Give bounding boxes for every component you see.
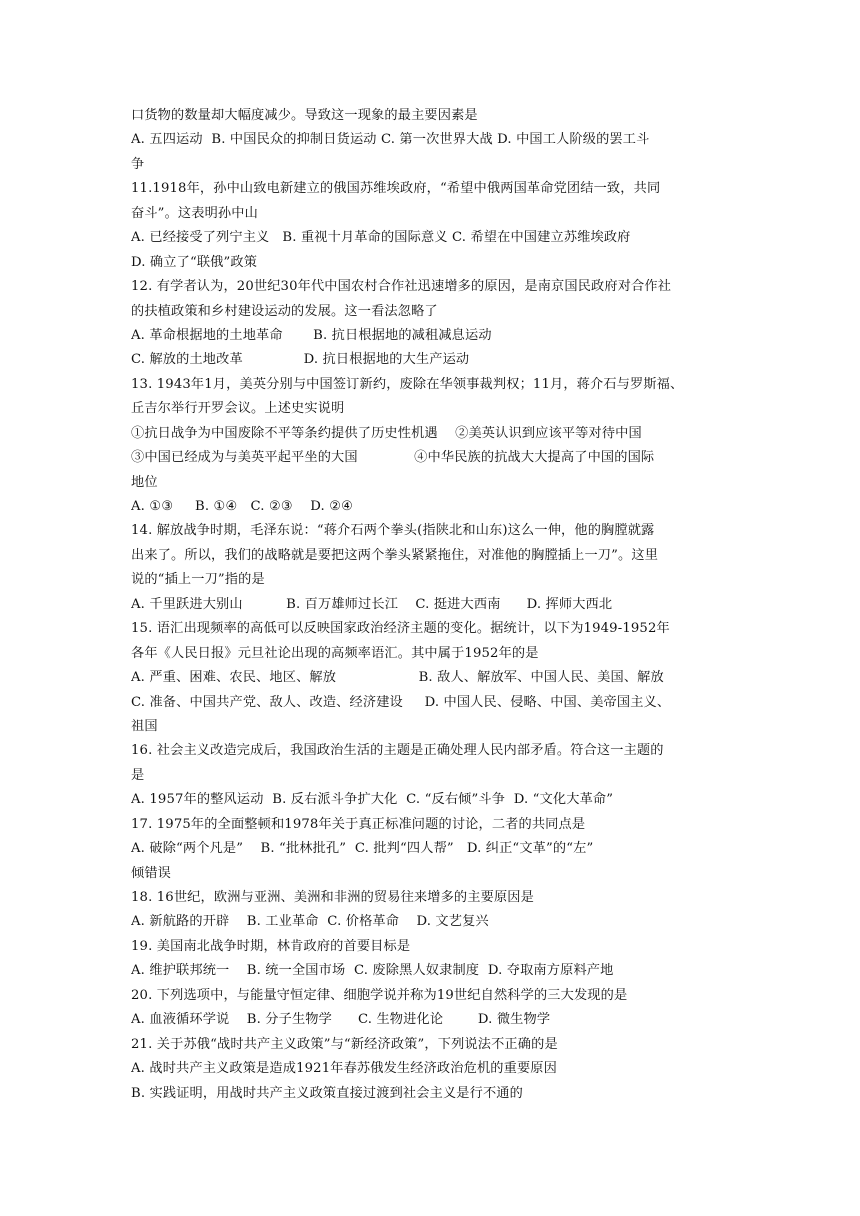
text-line: A. 已经接受了列宁主义 B. 重视十月革命的国际意义 C. 希望在中国建立苏维埃政府 [131, 230, 631, 246]
text-line: 争 [131, 156, 145, 172]
text-line: ③中国已经成为与美英平起平坐的大国 ④中华民族的抗战大大提高了中国的国际 [131, 450, 655, 466]
text-line: 是 [131, 767, 145, 783]
text-line: 15. 语汇出现频率的高低可以反映国家政治经济主题的变化。据统计，以下为1949-1952年 [131, 621, 670, 637]
text-line: 13. 1943年1月，美英分别与中国签订新约，废除在华领事裁判权；11月，蒋介石与罗斯福、 [131, 376, 684, 392]
text-line: 地位 [131, 474, 158, 490]
text-line: C. 准备、中国共产党、敌人、改造、经济建设 D. 中国人民、侵略、中国、美帝国主义、 [131, 694, 671, 710]
text-line: 倾错误 [131, 865, 172, 881]
text-line: A. 严重、困难、农民、地区、解放 B. 敌人、解放军、中国人民、美国、解放 [131, 670, 664, 686]
text-line: 18. 16世纪，欧洲与亚洲、美洲和非洲的贸易往来增多的主要原因是 [131, 890, 534, 905]
text-line: C. 解放的土地改革 D. 抗日根据地的大生产运动 [131, 352, 470, 368]
text-line: 11.1918年，孙中山致电新建立的俄国苏维埃政府，“希望中俄两国革命党团结一致，共同 [131, 181, 661, 197]
text-line: 14. 解放战争时期，毛泽东说：“蒋介石两个拳头(指陕北和山东)这么一伸，他的胸膛就露 [131, 523, 655, 539]
text-line: 17. 1975年的全面整顿和1978年关于真正标准问题的讨论，二者的共同点是 [131, 816, 586, 832]
text-line: A. 五四运动 B. 中国民众的抑制日货运动 C. 第一次世界大战 D. 中国工人阶级的罢工斗 [131, 132, 650, 148]
text-line: 16. 社会主义改造完成后，我国政治生活的主题是正确处理人民内部矛盾。符合这一主题的 [131, 743, 664, 759]
text-line: 祖国 [131, 718, 158, 734]
text-line: A. 千里跃进大别山 B. 百万雄师过长江 C. 挺进大西南 D. 挥师大西北 [131, 596, 613, 612]
text-line: 出来了。所以，我们的战略就是要把这两个拳头紧紧拖住，对准他的胸膛插上一刀”。这里 [131, 547, 659, 563]
text-line: 21. 关于苏俄“战时共产主义政策”与“新经济政策”，下列说法不正确的是 [131, 1036, 558, 1052]
text-line: A. 革命根据地的土地革命 B. 抗日根据地的减租减息运动 [131, 327, 492, 343]
question-text-block [131, 104, 731, 1106]
text-line: A. 血液循环学说 B. 分子生物学 C. 生物进化论 D. 微生物学 [131, 1012, 551, 1028]
text-line: 奋斗”。这表明孙中山 [131, 205, 258, 221]
text-line: 丘吉尔举行开罗会议。上述史实说明 [131, 401, 345, 417]
text-line: A. 维护联邦统一 B. 统一全国市场 C. 废除黑人奴隶制度 D. 夺取南方原料产地 [131, 963, 614, 979]
text-line: A. 新航路的开辟 B. 工业革命 C. 价格革命 D. 文艺复兴 [131, 914, 489, 930]
text-line: 12. 有学者认为，20世纪30年代中国农村合作社迅速增多的原因，是南京国民政府对合作社 [131, 279, 672, 295]
text-line: A. 破除“两个凡是” B. “批林批孔” C. 批判“四人帮” D. 纠正“文革”的“左” [131, 841, 594, 857]
text-line: 口货物的数量却大幅度减少。导致这一现象的最主要因素是 [131, 108, 478, 123]
text-line: A. 1957年的整风运动 B. 反右派斗争扩大化 C. “反右倾”斗争 D. “文化大革命” [131, 792, 614, 808]
text-line: A. 战时共产主义政策是造成1921年春苏俄发生经济政治危机的重要原因 [131, 1061, 557, 1077]
text-line: 的扶植政策和乡村建设运动的发展。这一看法忽略了 [131, 303, 438, 319]
text-line: 20. 下列选项中，与能量守恒定律、细胞学说并称为19世纪自然科学的三大发现的是 [131, 987, 628, 1003]
text-line: ①抗日战争为中国废除不平等条约提供了历史性机遇 ②美英认识到应该平等对待中国 [131, 425, 642, 441]
text-line: B. 实践证明，用战时共产主义政策直接过渡到社会主义是行不通的 [131, 1085, 523, 1101]
text-line: A. ①③ B. ①④ C. ②③ D. ②④ [131, 499, 354, 514]
text-line: D. 确立了“联俄”政策 [131, 254, 258, 270]
text-line: 说的“插上一刀”指的是 [131, 572, 265, 588]
text-line: 各年《人民日报》元旦社论出现的高频率语汇。其中属于1952年的是 [131, 645, 539, 661]
text-line: 19. 美国南北战争时期，林肯政府的首要目标是 [131, 938, 411, 954]
